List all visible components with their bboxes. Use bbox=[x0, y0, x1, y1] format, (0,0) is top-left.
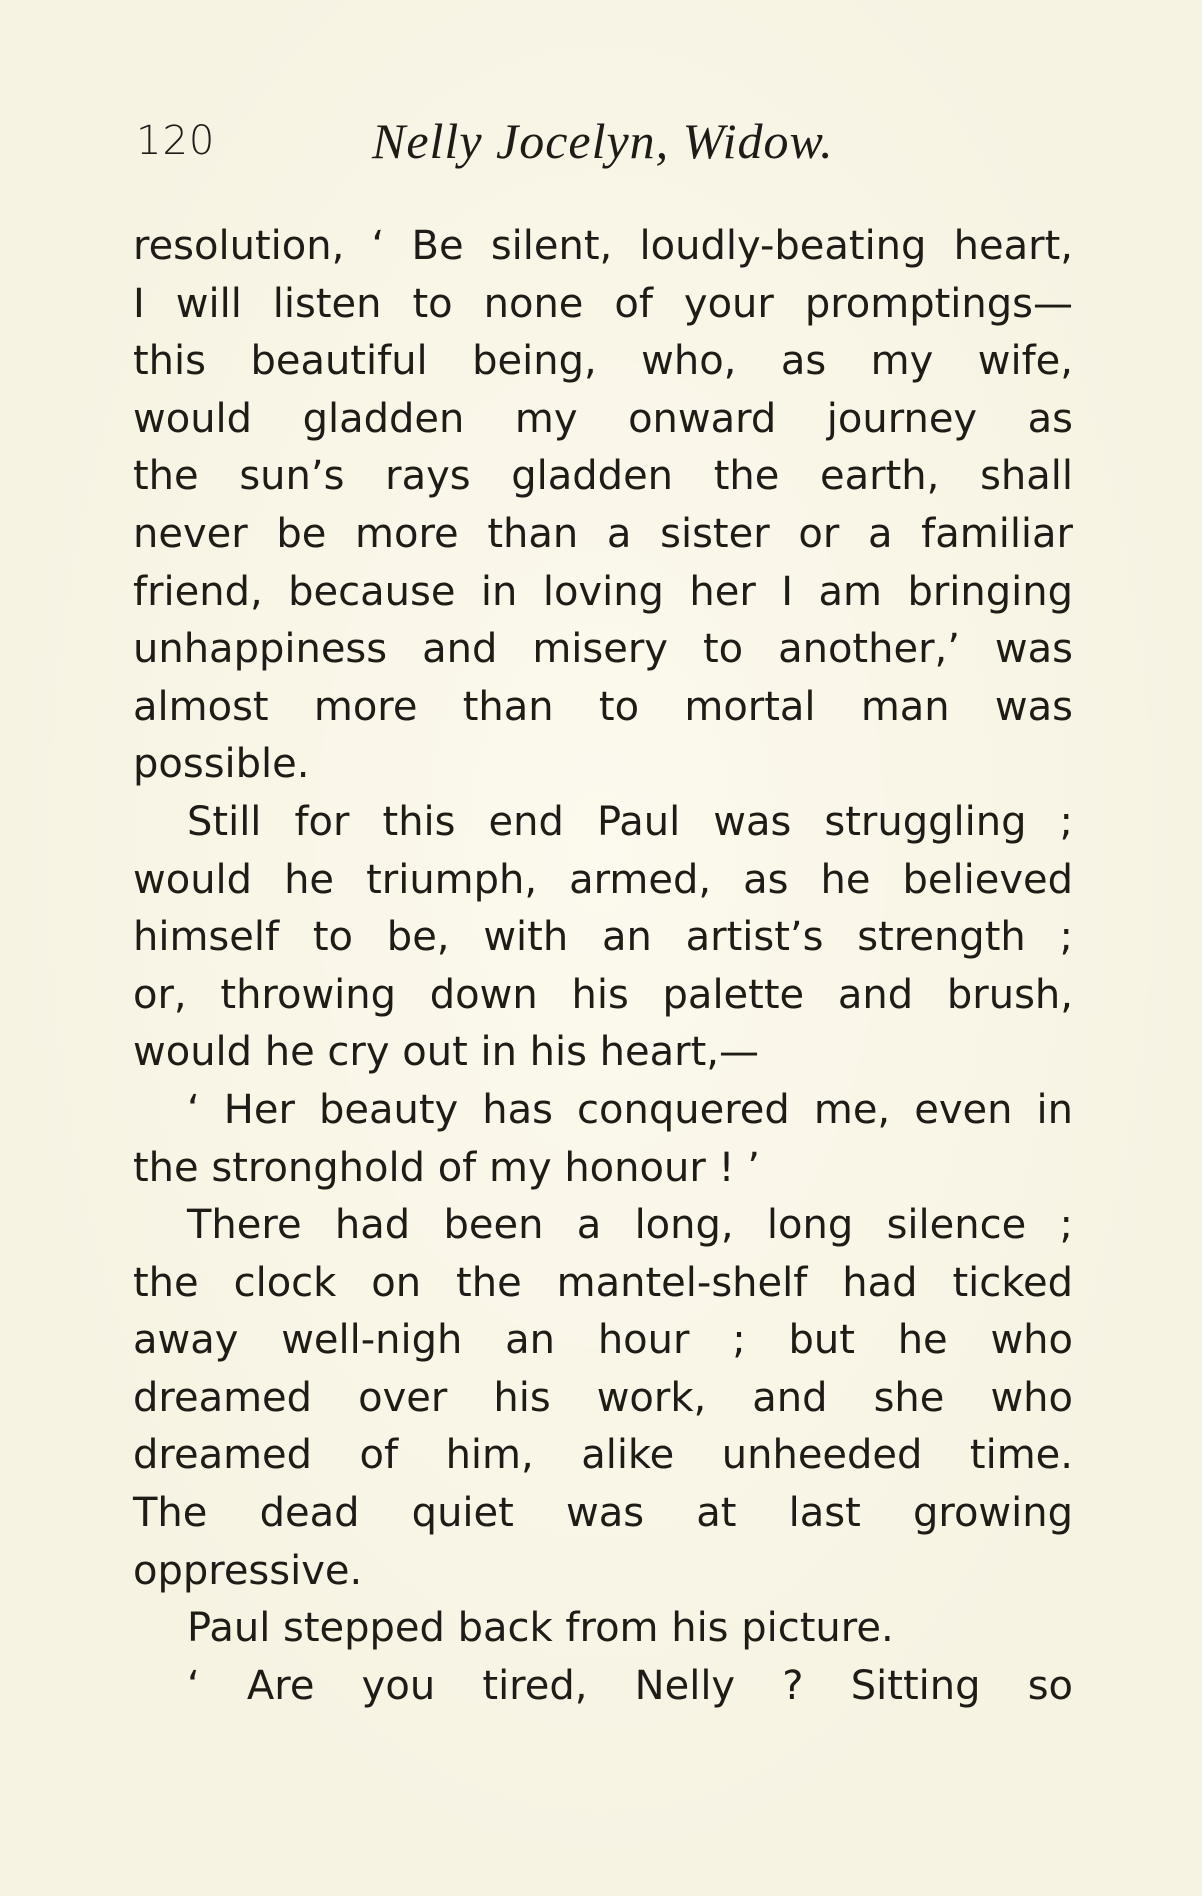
text-line: would he triumph, armed, as he believed bbox=[133, 856, 1073, 903]
text-line: resolution, ‘ Be silent, loudly-beating heart, bbox=[133, 223, 1073, 269]
text-line: There had been a long, long silence ; bbox=[187, 1202, 1073, 1249]
text-line: The dead quiet was at last growing bbox=[133, 1490, 1073, 1537]
body-text bbox=[133, 218, 1073, 1715]
text-line: or, throwing down his palette and brush, bbox=[133, 971, 1073, 1018]
text-line: I will listen to none of your promptings— bbox=[133, 280, 1073, 327]
text-line: himself to be, with an artist’s strength ; bbox=[133, 914, 1073, 961]
text-line: almost more than to mortal man was bbox=[133, 683, 1073, 730]
text-line: would gladden my onward journey as bbox=[133, 395, 1073, 442]
text-line: dreamed over his work, and she who bbox=[133, 1374, 1073, 1421]
text-line: the clock on the mantel-shelf had ticked bbox=[133, 1259, 1073, 1306]
page-number: 120 bbox=[136, 118, 216, 164]
text-line: would he cry out in his heart,— bbox=[133, 1029, 759, 1076]
text-line: the stronghold of my honour ! ’ bbox=[133, 1144, 760, 1191]
text-line: Still for this end Paul was struggling ; bbox=[187, 798, 1073, 845]
text-line: unhappiness and misery to another,’ was bbox=[133, 626, 1073, 673]
running-title: Nelly Jocelyn, Widow. bbox=[372, 113, 834, 169]
text-line: ‘ Her beauty has conquered me, even in bbox=[187, 1086, 1073, 1133]
text-line: dreamed of him, alike unheeded time. bbox=[133, 1432, 1073, 1479]
text-line: the sun’s rays gladden the earth, shall bbox=[133, 453, 1073, 500]
text-line: ‘ Are you tired, Nelly ? Sitting so bbox=[187, 1662, 1073, 1709]
text-line: friend, because in loving her I am bringing bbox=[133, 568, 1073, 615]
text-line: away well-nigh an hour ; but he who bbox=[133, 1317, 1073, 1364]
text-line: oppressive. bbox=[133, 1547, 363, 1594]
text-line: Paul stepped back from his picture. bbox=[187, 1605, 894, 1652]
text-line: this beautiful being, who, as my wife, bbox=[133, 338, 1073, 385]
text-line: never be more than a sister or a familiar bbox=[133, 510, 1073, 557]
text-line: possible. bbox=[133, 741, 310, 788]
running-head bbox=[136, 113, 1076, 178]
